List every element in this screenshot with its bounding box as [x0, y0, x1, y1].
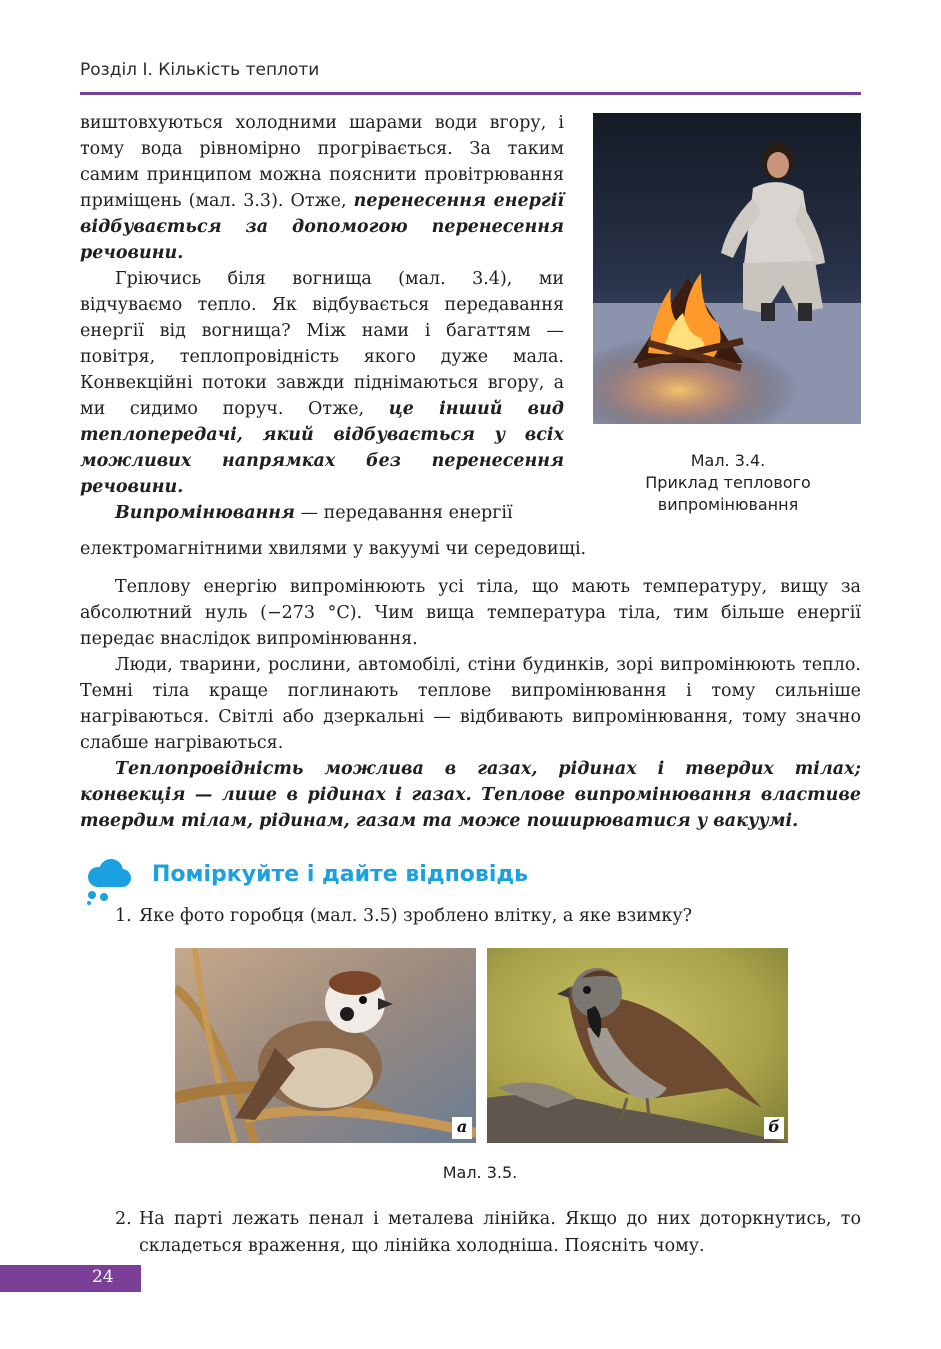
paragraph-2	[80, 266, 564, 500]
chapter-header: Розділ I. Кількість теплоти	[80, 60, 320, 80]
paragraph-2-text: Гріючись біля вогнища (мал. 3.4), ми відчуваємо тепло. Як відбувається передавання енергії від вогнища? Між нами і багаттям — повітря, теплопровідність якого дуже мала. Конвекційні потоки завжди піднімаються вгору, а ми сидимо поруч. Отже,	[80, 269, 564, 419]
paragraph-1-text: виштовхуються холодними шарами води вгору, і тому вода рівномірно прогрівається. За таким самим принципом можна пояснити провітрювання приміщень (мал. 3.3). Отже,	[80, 113, 564, 211]
cloud-rain-icon	[84, 857, 134, 905]
page-number: 24	[92, 1267, 114, 1287]
left-column-text	[80, 110, 564, 526]
question-1-text: Яке фото горобця (мал. 3.5) зроблено влітку, а яке взимку?	[139, 906, 693, 926]
paragraph-2-emphasis: це інший вид теплопередачі, який відбувається у всіх можливих напрямках без перенесення речовини.	[80, 399, 564, 497]
header-rule	[80, 92, 861, 95]
figure-3-4-caption	[600, 450, 856, 516]
paragraph-6-summary: Теплопровідність можлива в газах, рідинах і твердих тілах; конвекція — лише в рідинах і газах. Теплове випромінювання властиве твердим тілам, рідинам, газам та може поширюватися у вакуумі.	[80, 759, 861, 831]
photo-label-b: б	[764, 1117, 784, 1139]
photo-label-a: а	[452, 1117, 472, 1139]
figure-3-5-caption: Мал. 3.5.	[442, 1163, 518, 1182]
question-1-number: 1.	[115, 906, 132, 926]
campfire-photo	[593, 113, 861, 424]
full-width-text	[80, 536, 861, 834]
paragraph-3-line-2: електромагнітними хвилями у вакуумі чи середовищі.	[80, 539, 587, 559]
page-number-band	[0, 1265, 141, 1292]
paragraph-1	[80, 110, 564, 266]
paragraph-4: Теплову енергію випромінюють усі тіла, що мають температуру, вищу за абсолютний нуль (−273 °С). Чим вища температура тіла, тим більше енергії передає внаслідок випромінювання.	[80, 577, 861, 649]
figure-3-4-label: Мал. 3.4.	[690, 451, 766, 470]
section-title: Поміркуйте і дайте відповідь	[152, 862, 529, 887]
question-2-number: 2.	[115, 1209, 132, 1229]
question-2-text: На парті лежать пенал і металева лінійка. Якщо до них доторкнутись, то складеться враження, що лінійка холодніша. Поясніть чому.	[139, 1209, 861, 1256]
figure-3-4-caption-line-3: випромінювання	[657, 495, 799, 514]
figure-3-4-caption-line-2: Приклад теплового	[645, 473, 811, 492]
definition-term: Випромінювання	[115, 503, 295, 523]
question-1	[115, 903, 861, 930]
sparrow-photo-winter	[175, 948, 476, 1143]
sparrow-photo-summer	[487, 948, 788, 1143]
paragraph-3-line-1	[80, 500, 564, 526]
question-2	[115, 1206, 861, 1260]
definition-text-1: — передавання енергії	[295, 503, 513, 523]
paragraph-1-emphasis: перенесення енергії відбувається за допомогою перенесення речовини.	[80, 191, 564, 263]
paragraph-5: Люди, тварини, рослини, автомобілі, стіни будинків, зорі випромінюють тепло. Темні тіла краще поглинають теплове випромінювання і тому сильніше нагріваються. Світлі або дзеркальні — відбивають випромінювання, тому значно слабше нагріваються.	[80, 655, 861, 753]
